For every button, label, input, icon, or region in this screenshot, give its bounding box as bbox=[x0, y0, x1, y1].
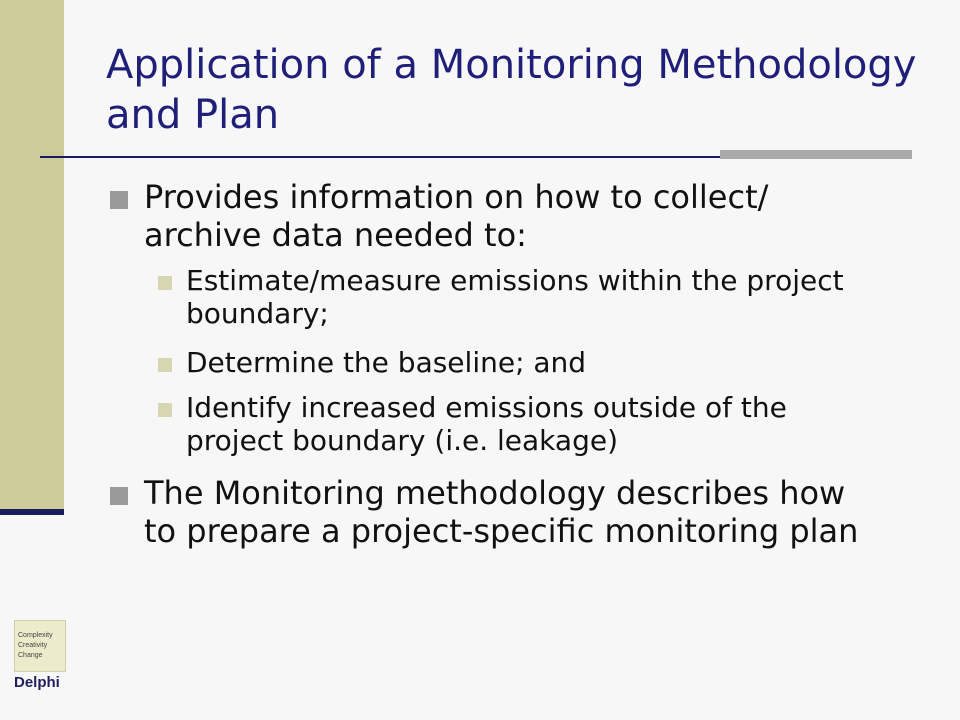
logo-wordmark: Delphi bbox=[14, 674, 60, 691]
delphi-logo bbox=[12, 618, 68, 706]
title-divider-accent bbox=[720, 150, 912, 159]
bullet-marker bbox=[110, 487, 128, 505]
subbullet-item: Identify increased emissions outside of the project boundary (i.e. leakage) bbox=[186, 391, 787, 457]
subbullet-marker bbox=[158, 276, 172, 290]
subbullet-marker bbox=[158, 403, 172, 417]
side-band-rule bbox=[0, 509, 64, 515]
side-band bbox=[0, 0, 64, 510]
subbullet-item: Estimate/measure emissions within the project boundary; bbox=[186, 264, 844, 330]
logo-line: Creativity bbox=[18, 642, 48, 649]
logo-line: Complexity bbox=[18, 632, 53, 639]
bullet-marker bbox=[110, 191, 128, 209]
logo-line: Change bbox=[18, 652, 43, 659]
bullet-item: Provides information on how to collect/ archive data needed to: bbox=[144, 178, 769, 254]
logo-box bbox=[14, 620, 66, 672]
slide-title: Application of a Monitoring Methodology and Plan bbox=[106, 42, 917, 138]
bullet-item: The Monitoring methodology describes how to prepare a project-specific monitoring plan bbox=[144, 474, 859, 550]
subbullet-item: Determine the baseline; and bbox=[186, 346, 587, 379]
subbullet-marker bbox=[158, 358, 172, 372]
